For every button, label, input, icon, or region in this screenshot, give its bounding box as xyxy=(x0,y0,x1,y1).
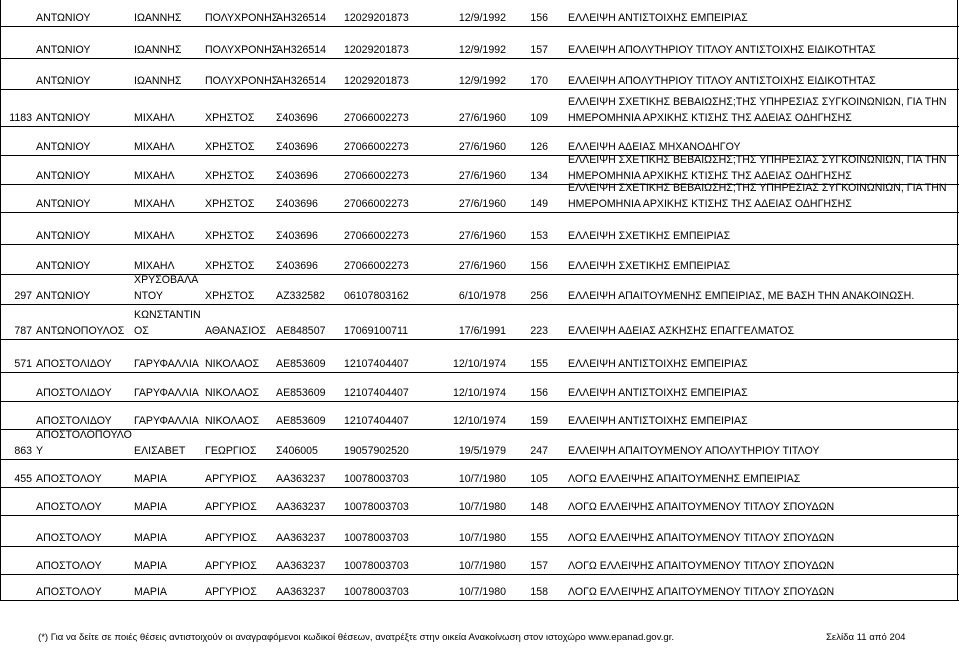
birth-date-cell: 10/7/1980 xyxy=(458,531,506,544)
birth-date-cell: 10/7/1980 xyxy=(458,559,506,572)
table-row xyxy=(0,212,959,245)
id-number-cell: ΑΑ363237 xyxy=(276,472,326,485)
footer-note: (*) Για να δείτε σε ποιές θέσεις αντιστοιχούν οι αναγραφόμενοι κωδικοί θέσεων, ανατρέξτε στην οικεία Ανακοίνωση στον ιστοχώρο www.epanad.gov.gr. xyxy=(38,632,675,643)
table-row xyxy=(0,274,959,305)
row-number: 1183 xyxy=(9,111,32,124)
first-name-cell: ΑΡΓΥΡΙΟΣ xyxy=(205,531,257,544)
birth-date-cell: 27/6/1960 xyxy=(458,140,506,153)
position-code-cell: 158 xyxy=(530,585,548,598)
id-number-cell: ΑΑ363237 xyxy=(276,531,326,544)
tax-number-cell: 10078003703 xyxy=(344,531,409,544)
birth-date-cell: 19/5/1979 xyxy=(458,444,506,457)
tax-number-cell: 27066002273 xyxy=(344,169,409,182)
rejection-reason-cell: ΕΛΛΕΙΨΗ ΑΔΕΙΑΣ ΜΗΧΑΝΟΔΗΓΟΥ xyxy=(568,140,741,153)
rejection-reason-cell: ΕΛΛΕΙΨΗ ΑΝΤΙΣΤΟΙΧΗΣ ΕΜΠΕΙΡΙΑΣ xyxy=(568,414,748,427)
first-name-cell: ΑΡΓΥΡΙΟΣ xyxy=(205,472,257,485)
table-row xyxy=(0,126,959,156)
father-name-cell: ΓΑΡΥΦΑΛΛΙΑ xyxy=(134,386,199,399)
rejection-reason-cell: ΕΛΛΕΙΨΗ ΑΠΟΛΥΤΗΡΙΟΥ ΤΙΤΛΟΥ ΑΝΤΙΣΤΟΙΧΗΣ ΕΙΔΙΚΟΤΗΤΑΣ xyxy=(568,43,876,56)
position-code-cell: 223 xyxy=(530,324,548,337)
first-name-cell: ΑΡΓΥΡΙΟΣ xyxy=(205,585,257,598)
father-name-cell: ΙΩΑΝΝΗΣ xyxy=(134,11,182,24)
table-row xyxy=(0,459,959,488)
birth-date-cell: 10/7/1980 xyxy=(458,585,506,598)
id-number-cell: ΑΕ853609 xyxy=(276,414,326,427)
father-name-cell: ΟΣ xyxy=(134,324,149,337)
father-name-cell: ΜΑΡΙΑ xyxy=(134,585,167,598)
position-code-cell: 155 xyxy=(530,531,548,544)
father-name-cell: ΜΙΧΑΗΛ xyxy=(134,111,175,124)
surname-cell: ΑΝΤΩΝΙΟΥ xyxy=(36,197,91,210)
birth-date-cell: 12/9/1992 xyxy=(458,11,506,24)
rejection-reason-cell: ΕΛΛΕΙΨΗ ΑΠΑΙΤΟΥΜΕΝΗΣ ΕΜΠΕΙΡΙΑΣ, ΜΕ ΒΑΣΗ ΤΗΝ ΑΝΑΚΟΙΝΩΣΗ. xyxy=(568,289,915,302)
rejection-reason-cell: ΛΟΓΩ ΕΛΛΕΙΨΗΣ ΑΠΑΙΤΟΥΜΕΝΟΥ ΤΙΤΛΟΥ ΣΠΟΥΔΩΝ xyxy=(568,559,835,572)
rejection-reason-cell: ΕΛΛΕΙΨΗ ΑΝΤΙΣΤΟΙΧΗΣ ΕΜΠΕΙΡΙΑΣ xyxy=(568,357,748,370)
table-row xyxy=(0,89,959,127)
father-name-cell: ΜΙΧΑΗΛ xyxy=(134,169,175,182)
position-code-cell: 159 xyxy=(530,414,548,427)
table-row xyxy=(0,155,959,185)
birth-date-cell: 10/7/1980 xyxy=(458,472,506,485)
first-name-cell: ΝΙΚΟΛΑΟΣ xyxy=(205,386,260,399)
surname-cell: ΑΝΤΩΝΟΠΟΥΛΟΣ xyxy=(36,324,125,337)
father-name-cell: ΚΩΝΣΤΑΝΤΙΝ xyxy=(134,308,201,321)
table-row xyxy=(0,515,959,547)
father-name-cell: ΧΡΥΣΟΒΑΛΑ xyxy=(134,273,199,286)
surname-cell: ΑΝΤΩΝΙΟΥ xyxy=(36,43,91,56)
table-row xyxy=(0,546,959,575)
first-name-cell: ΑΘΑΝΑΣΙΟΣ xyxy=(205,324,266,337)
father-name-cell: ΜΑΡΙΑ xyxy=(134,559,167,572)
first-name-cell: ΧΡΗΣΤΟΣ xyxy=(205,169,255,182)
father-name-cell: ΜΙΧΑΗΛ xyxy=(134,197,175,210)
id-number-cell: Σ403696 xyxy=(276,259,318,272)
surname-cell: ΑΝΤΩΝΙΟΥ xyxy=(36,229,91,242)
tax-number-cell: 12029201873 xyxy=(344,74,409,87)
table-row xyxy=(0,372,959,402)
position-code-cell: 157 xyxy=(530,559,548,572)
tax-number-cell: 12029201873 xyxy=(344,43,409,56)
first-name-cell: ΑΡΓΥΡΙΟΣ xyxy=(205,500,257,513)
first-name-cell: ΧΡΗΣΤΟΣ xyxy=(205,259,255,272)
position-code-cell: 126 xyxy=(530,140,548,153)
tax-number-cell: 17069100711 xyxy=(344,324,409,337)
tax-number-cell: 10078003703 xyxy=(344,585,409,598)
surname-cell: ΑΠΟΣΤΟΛΟΥ xyxy=(36,531,102,544)
tax-number-cell: 27066002273 xyxy=(344,229,409,242)
father-name-cell: ΜΑΡΙΑ xyxy=(134,500,167,513)
tax-number-cell: 12107404407 xyxy=(344,357,409,370)
id-number-cell: Σ403696 xyxy=(276,197,318,210)
tax-number-cell: 27066002273 xyxy=(344,140,409,153)
surname-cell: Υ xyxy=(36,444,44,457)
tax-number-cell: 27066002273 xyxy=(344,111,409,124)
first-name-cell: ΧΡΗΣΤΟΣ xyxy=(205,111,255,124)
position-code-cell: 156 xyxy=(530,259,548,272)
father-name-cell: ΜΙΧΑΗΛ xyxy=(134,140,175,153)
position-code-cell: 256 xyxy=(530,289,548,302)
father-name-cell: ΕΛΙΣΑΒΕΤ xyxy=(134,444,186,457)
first-name-cell: ΧΡΗΣΤΟΣ xyxy=(205,289,255,302)
id-number-cell: ΑΑ363237 xyxy=(276,559,326,572)
rejection-reason-cell: ΗΜΕΡΟΜΗΝΙΑ ΑΡΧΙΚΗΣ ΚΤΙΣΗΣ ΤΗΣ ΑΔΕΙΑΣ ΟΔΗΓΗΣΗΣ xyxy=(568,197,852,210)
father-name-cell: ΙΩΑΝΝΗΣ xyxy=(134,43,182,56)
tax-number-cell: 12107404407 xyxy=(344,414,409,427)
id-number-cell: ΑΖ332582 xyxy=(276,289,325,302)
rejection-reason-cell: ΗΜΕΡΟΜΗΝΙΑ ΑΡΧΙΚΗΣ ΚΤΙΣΗΣ ΤΗΣ ΑΔΕΙΑΣ ΟΔΗΓΗΣΗΣ xyxy=(568,111,852,124)
birth-date-cell: 10/7/1980 xyxy=(458,500,506,513)
rejection-reason-cell: ΕΛΛΕΙΨΗ ΑΔΕΙΑΣ ΑΣΚΗΣΗΣ ΕΠΑΓΓΕΛΜΑΤΟΣ xyxy=(568,324,795,337)
table-row xyxy=(0,339,959,373)
surname-cell: ΑΝΤΩΝΙΟΥ xyxy=(36,140,91,153)
first-name-cell: ΧΡΗΣΤΟΣ xyxy=(205,140,255,153)
surname-cell: ΑΠΟΣΤΟΛΙΔΟΥ xyxy=(36,386,112,399)
first-name-cell: ΓΕΩΡΓΙΟΣ xyxy=(205,444,257,457)
first-name-cell: ΧΡΗΣΤΟΣ xyxy=(205,229,255,242)
birth-date-cell: 12/10/1974 xyxy=(452,357,506,370)
table-row xyxy=(0,244,959,275)
rejection-reason-cell: ΛΟΓΩ ΕΛΛΕΙΨΗΣ ΑΠΑΙΤΟΥΜΕΝΟΥ ΤΙΤΛΟΥ ΣΠΟΥΔΩΝ xyxy=(568,585,835,598)
surname-cell: ΑΝΤΩΝΙΟΥ xyxy=(36,259,91,272)
position-code-cell: 156 xyxy=(530,11,548,24)
id-number-cell: Σ403696 xyxy=(276,111,318,124)
birth-date-cell: 12/9/1992 xyxy=(458,43,506,56)
birth-date-cell: 27/6/1960 xyxy=(458,197,506,210)
position-code-cell: 156 xyxy=(530,386,548,399)
position-code-cell: 109 xyxy=(530,111,548,124)
father-name-cell: ΜΙΧΑΗΛ xyxy=(134,259,175,272)
table-row xyxy=(0,181,959,213)
birth-date-cell: 27/6/1960 xyxy=(458,259,506,272)
tax-number-cell: 12107404407 xyxy=(344,386,409,399)
id-number-cell: ΑΕ848507 xyxy=(276,324,326,337)
first-name-cell: ΠΟΛΥΧΡΟΝΗΣ xyxy=(205,11,279,24)
id-number-cell: ΑΗ326514 xyxy=(276,43,327,56)
id-number-cell: Σ403696 xyxy=(276,140,318,153)
first-name-cell: ΑΡΓΥΡΙΟΣ xyxy=(205,559,257,572)
table-row xyxy=(0,304,959,340)
id-number-cell: Σ406005 xyxy=(276,444,318,457)
tax-number-cell: 27066002273 xyxy=(344,197,409,210)
position-code-cell: 155 xyxy=(530,357,548,370)
surname-cell: ΑΝΤΩΝΙΟΥ xyxy=(36,289,91,302)
father-name-cell: ΜΑΡΙΑ xyxy=(134,531,167,544)
rejection-reason-cell: ΕΛΛΕΙΨΗ ΑΝΤΙΣΤΟΙΧΗΣ ΕΜΠΕΙΡΙΑΣ xyxy=(568,386,748,399)
father-name-cell: ΜΑΡΙΑ xyxy=(134,472,167,485)
position-code-cell: 170 xyxy=(530,74,548,87)
father-name-cell: ΓΑΡΥΦΑΛΛΙΑ xyxy=(134,357,199,370)
father-name-cell: ΝΤΟΥ xyxy=(134,289,163,302)
tax-number-cell: 12029201873 xyxy=(344,11,409,24)
position-code-cell: 105 xyxy=(530,472,548,485)
rejection-reason-cell: ΕΛΛΕΙΨΗ ΣΧΕΤΙΚΗΣ ΕΜΠΕΙΡΙΑΣ xyxy=(568,229,731,242)
row-number: 787 xyxy=(14,324,32,337)
father-name-cell: ΙΩΑΝΝΗΣ xyxy=(134,74,182,87)
id-number-cell: ΑΑ363237 xyxy=(276,585,326,598)
birth-date-cell: 6/10/1978 xyxy=(458,289,506,302)
surname-cell: ΑΠΟΣΤΟΛΙΔΟΥ xyxy=(36,414,112,427)
row-number: 863 xyxy=(14,444,32,457)
table-row xyxy=(0,0,959,27)
first-name-cell: ΠΟΛΥΧΡΟΝΗΣ xyxy=(205,43,279,56)
position-code-cell: 153 xyxy=(530,229,548,242)
birth-date-cell: 27/6/1960 xyxy=(458,169,506,182)
surname-cell: ΑΠΟΣΤΟΛΟΥ xyxy=(36,500,102,513)
first-name-cell: ΝΙΚΟΛΑΟΣ xyxy=(205,414,260,427)
page-number: Σελίδα 11 από 204 xyxy=(826,632,906,643)
surname-cell: ΑΝΤΩΝΙΟΥ xyxy=(36,74,91,87)
id-number-cell: Σ403696 xyxy=(276,169,318,182)
id-number-cell: ΑΕ853609 xyxy=(276,386,326,399)
id-number-cell: ΑΑ363237 xyxy=(276,500,326,513)
rejection-reason-cell: ΕΛΛΕΙΨΗ ΣΧΕΤΙΚΗΣ ΒΕΒΑΙΩΣΗΣ;ΤΗΣ ΥΠΗΡΕΣΙΑΣ ΣΥΓΚΟΙΝΩΝΙΩΝ, ΓΙΑ ΤΗΝ xyxy=(568,95,947,108)
position-code-cell: 134 xyxy=(530,169,548,182)
surname-cell: ΑΠΟΣΤΟΛΟΥ xyxy=(36,472,102,485)
tax-number-cell: 10078003703 xyxy=(344,472,409,485)
table-row xyxy=(0,58,959,90)
rejection-reason-cell: ΛΟΓΩ ΕΛΛΕΙΨΗΣ ΑΠΑΙΤΟΥΜΕΝΗΣ ΕΜΠΕΙΡΙΑΣ xyxy=(568,472,801,485)
surname-cell: ΑΠΟΣΤΟΛΟΠΟΥΛΟ xyxy=(36,428,132,441)
surname-cell: ΑΝΤΩΝΙΟΥ xyxy=(36,111,91,124)
birth-date-cell: 27/6/1960 xyxy=(458,111,506,124)
rejection-reason-cell: ΕΛΛΕΙΨΗ ΑΠΟΛΥΤΗΡΙΟΥ ΤΙΤΛΟΥ ΑΝΤΙΣΤΟΙΧΗΣ ΕΙΔΙΚΟΤΗΤΑΣ xyxy=(568,74,876,87)
table-row xyxy=(0,487,959,516)
birth-date-cell: 12/9/1992 xyxy=(458,74,506,87)
rejection-reason-cell: ΕΛΛΕΙΨΗ ΑΝΤΙΣΤΟΙΧΗΣ ΕΜΠΕΙΡΙΑΣ xyxy=(568,11,748,24)
id-number-cell: ΑΕ853609 xyxy=(276,357,326,370)
id-number-cell: ΑΗ326514 xyxy=(276,74,327,87)
father-name-cell: ΓΑΡΥΦΑΛΛΙΑ xyxy=(134,414,199,427)
birth-date-cell: 27/6/1960 xyxy=(458,229,506,242)
id-number-cell: ΑΗ326514 xyxy=(276,11,327,24)
rejection-reason-cell: ΕΛΛΕΙΨΗ ΣΧΕΤΙΚΗΣ ΕΜΠΕΙΡΙΑΣ xyxy=(568,259,731,272)
table-row xyxy=(0,26,959,59)
position-code-cell: 148 xyxy=(530,500,548,513)
surname-cell: ΑΠΟΣΤΟΛΟΥ xyxy=(36,585,102,598)
table-row xyxy=(0,574,959,601)
row-number: 455 xyxy=(14,472,32,485)
tax-number-cell: 10078003703 xyxy=(344,559,409,572)
tax-number-cell: 10078003703 xyxy=(344,500,409,513)
rejection-reason-cell: ΛΟΓΩ ΕΛΛΕΙΨΗΣ ΑΠΑΙΤΟΥΜΕΝΟΥ ΤΙΤΛΟΥ ΣΠΟΥΔΩΝ xyxy=(568,500,835,513)
position-code-cell: 247 xyxy=(530,444,548,457)
surname-cell: ΑΠΟΣΤΟΛΙΔΟΥ xyxy=(36,357,112,370)
father-name-cell: ΜΙΧΑΗΛ xyxy=(134,229,175,242)
rejection-reason-cell: ΛΟΓΩ ΕΛΛΕΙΨΗΣ ΑΠΑΙΤΟΥΜΕΝΟΥ ΤΙΤΛΟΥ ΣΠΟΥΔΩΝ xyxy=(568,531,835,544)
position-code-cell: 157 xyxy=(530,43,548,56)
rejection-reason-cell: ΕΛΛΕΙΨΗ ΑΠΑΙΤΟΥΜΕΝΟΥ ΑΠΟΛΥΤΗΡΙΟΥ ΤΙΤΛΟΥ xyxy=(568,444,820,457)
rejection-reason-cell: ΕΛΛΕΙΨΗ ΣΧΕΤΙΚΗΣ ΒΕΒΑΙΩΣΗΣ;ΤΗΣ ΥΠΗΡΕΣΙΑΣ ΣΥΓΚΟΙΝΩΝΙΩΝ, ΓΙΑ ΤΗΝ xyxy=(568,181,947,194)
birth-date-cell: 12/10/1974 xyxy=(452,414,506,427)
first-name-cell: ΧΡΗΣΤΟΣ xyxy=(205,197,255,210)
first-name-cell: ΝΙΚΟΛΑΟΣ xyxy=(205,357,260,370)
surname-cell: ΑΝΤΩΝΙΟΥ xyxy=(36,169,91,182)
table-row xyxy=(0,429,959,460)
rejection-reason-cell: ΕΛΛΕΙΨΗ ΣΧΕΤΙΚΗΣ ΒΕΒΑΙΩΣΗΣ;ΤΗΣ ΥΠΗΡΕΣΙΑΣ ΣΥΓΚΟΙΝΩΝΙΩΝ, ΓΙΑ ΤΗΝ xyxy=(568,153,947,166)
tax-number-cell: 27066002273 xyxy=(344,259,409,272)
first-name-cell: ΠΟΛΥΧΡΟΝΗΣ xyxy=(205,74,279,87)
id-number-cell: Σ403696 xyxy=(276,229,318,242)
row-number: 297 xyxy=(14,289,32,302)
rejection-reason-cell: ΗΜΕΡΟΜΗΝΙΑ ΑΡΧΙΚΗΣ ΚΤΙΣΗΣ ΤΗΣ ΑΔΕΙΑΣ ΟΔΗΓΗΣΗΣ xyxy=(568,169,852,182)
surname-cell: ΑΠΟΣΤΟΛΟΥ xyxy=(36,559,102,572)
surname-cell: ΑΝΤΩΝΙΟΥ xyxy=(36,11,91,24)
birth-date-cell: 17/6/1991 xyxy=(458,324,506,337)
birth-date-cell: 12/10/1974 xyxy=(452,386,506,399)
position-code-cell: 149 xyxy=(530,197,548,210)
table-row xyxy=(0,401,959,430)
tax-number-cell: 06107803162 xyxy=(344,289,409,302)
tax-number-cell: 19057902520 xyxy=(344,444,409,457)
row-number: 571 xyxy=(14,357,32,370)
